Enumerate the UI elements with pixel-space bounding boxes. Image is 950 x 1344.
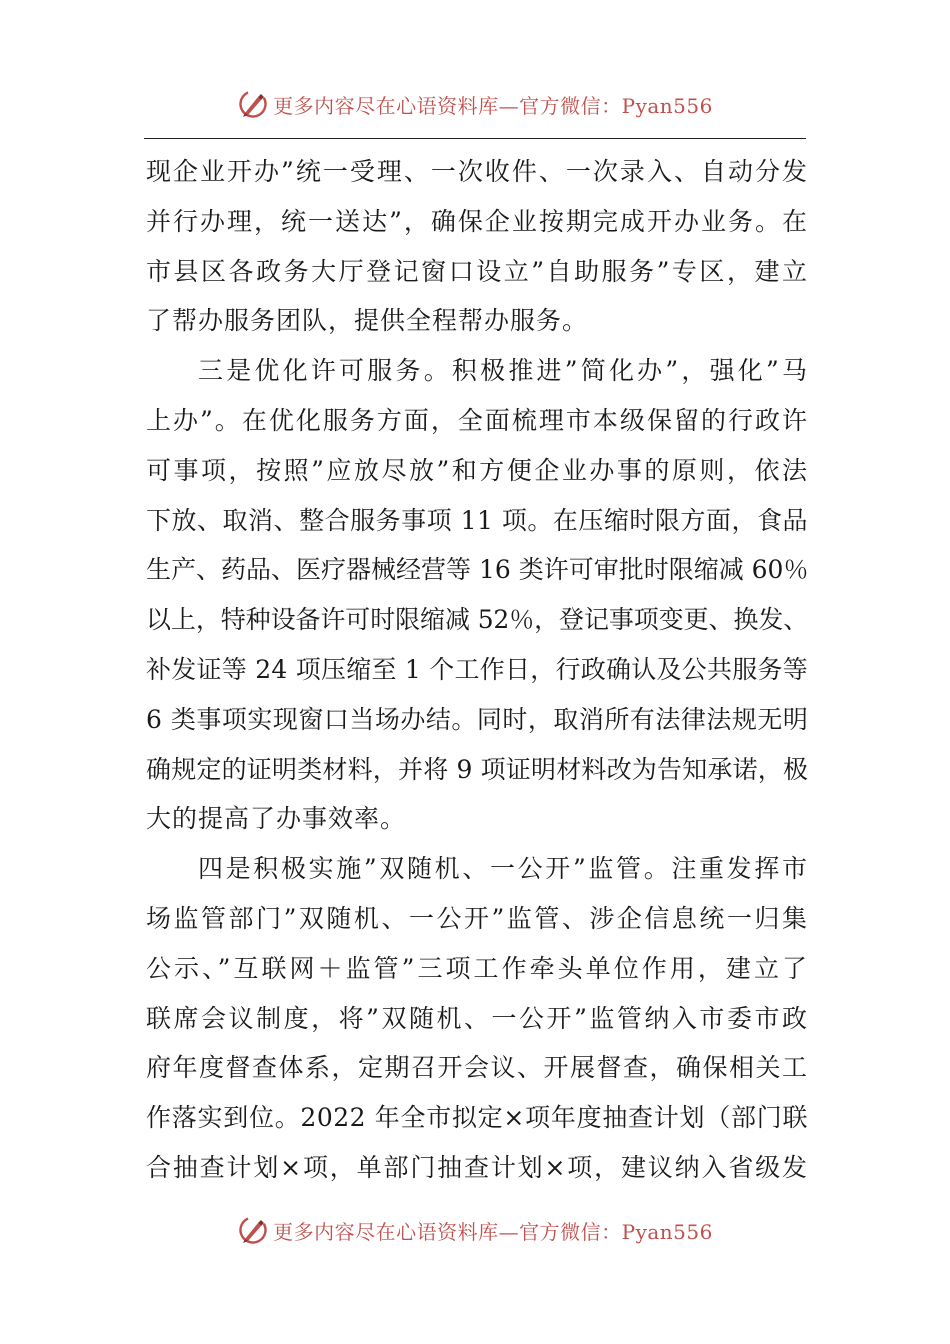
text-line: 联席会议制度，将”双随机、一公开”监管纳入市委市政: [146, 1003, 808, 1033]
text-line: 下放、取消、整合服务事项 11 项。在压缩时限方面，食品: [146, 505, 808, 535]
paragraph: [146, 346, 808, 844]
pen-logo-icon: [237, 88, 269, 120]
header-banner: [0, 82, 950, 126]
text-line: 并行办理，统一送达”，确保企业按期完成开办业务。在: [146, 206, 808, 236]
footer-banner: [0, 1208, 950, 1252]
text-line: 确规定的证明类材料，并将 9 项证明材料改为告知承诺，极: [146, 754, 808, 784]
text-line: 三是优化许可服务。积极推进”简化办”，强化”马: [198, 356, 808, 386]
paragraph: [146, 844, 808, 1193]
text-line: 上办”。在优化服务方面，全面梳理市本级保留的行政许: [146, 405, 808, 435]
text-line: 6 类事项实现窗口当场办结。同时，取消所有法律法规无明: [146, 704, 809, 734]
pen-logo-icon: [237, 1214, 269, 1246]
header-divider: [144, 138, 806, 139]
text-line: 市县区各政务大厅登记窗口设立”自助服务”专区，建立: [146, 256, 808, 286]
text-line: 以上，特种设备许可时限缩减 52％，登记事项变更、换发、: [146, 605, 808, 635]
footer-banner-text: 更多内容尽在心语资料库—官方微信：Pyan556: [273, 1219, 713, 1244]
text-line: 场监管部门”双随机、一公开”监管、涉企信息统一归集: [146, 903, 808, 933]
text-line: 可事项，按照”应放尽放”和方便企业办事的原则，依法: [146, 455, 808, 485]
header-banner-text: 更多内容尽在心语资料库—官方微信：Pyan556: [273, 93, 713, 118]
text-line: 生产、药品、医疗器械经营等 16 类许可审批时限缩减 60％: [146, 555, 809, 585]
document-body: [146, 147, 808, 1193]
text-line: 大的提高了办事效率。: [146, 804, 407, 834]
text-line: 补发证等 24 项压缩至 1 个工作日，行政确认及公共服务等: [146, 654, 809, 684]
text-line: 了帮办服务团队，提供全程帮办服务。: [146, 306, 589, 336]
text-line: 四是积极实施”双随机、一公开”监管。注重发挥市: [198, 854, 808, 884]
paragraph: [146, 147, 808, 346]
text-line: 府年度督查体系，定期召开会议、开展督查，确保相关工: [146, 1053, 808, 1083]
text-line: 现企业开办”统一受理、一次收件、一次录入、自动分发: [146, 157, 808, 186]
text-line: 公示、”互联网＋监管”三项工作牵头单位作用，建立了: [146, 953, 808, 983]
text-line: 合抽查计划×项，单部门抽查计划×项，建议纳入省级发: [146, 1152, 808, 1182]
text-line: 作落实到位。2022 年全市拟定×项年度抽查计划（部门联: [146, 1103, 808, 1133]
